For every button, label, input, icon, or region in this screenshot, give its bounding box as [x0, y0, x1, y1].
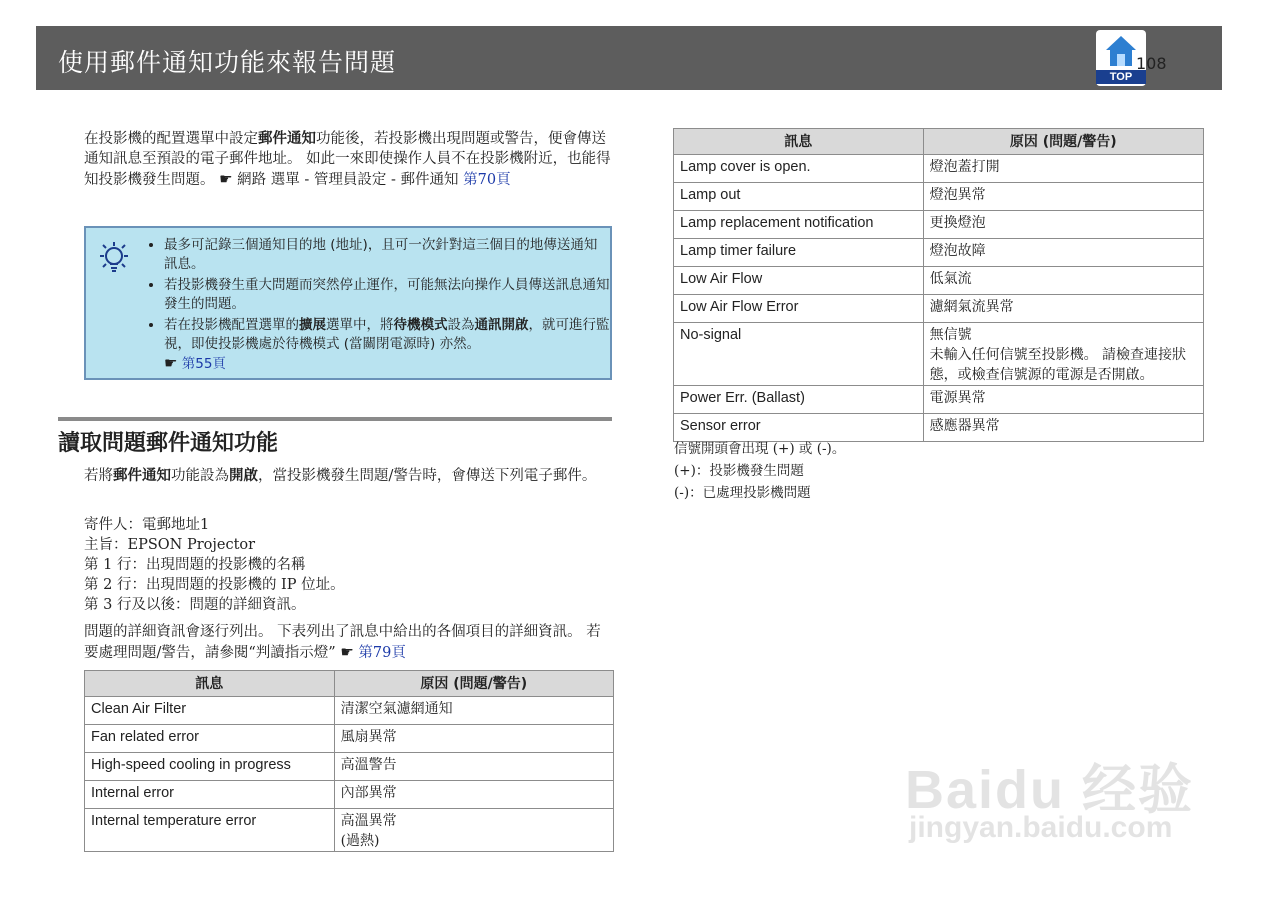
cause-cell: 風扇異常 — [334, 725, 613, 753]
cause-cell: 無信號 未輸入任何信號至投影機。 請檢查連接狀態，或檢查信號源的電源是否開啟。 — [923, 323, 1203, 386]
table-row — [85, 725, 614, 753]
cause-cell: 清潔空氣濾網通知 — [334, 697, 613, 725]
table-row — [674, 211, 1204, 239]
message-cell: Clean Air Filter — [85, 697, 335, 725]
message-cell: Fan related error — [85, 725, 335, 753]
pointer-icon: ☛ — [164, 354, 178, 372]
header-message: 訊息 — [85, 671, 335, 697]
cause-cell: 燈泡異常 — [923, 183, 1203, 211]
message-cell: Lamp cover is open. — [674, 155, 924, 183]
message-cell: Sensor error — [674, 414, 924, 442]
header-cause: 原因 (問題/警告) — [923, 129, 1203, 155]
message-cell: Lamp timer failure — [674, 239, 924, 267]
section-text: 若將 — [84, 468, 113, 484]
note-text: 若在投影機配置選單的 — [164, 317, 299, 333]
section-text: ，當投影機發生問題/警告時，會傳送下列電子郵件。 — [258, 468, 597, 484]
watermark-main: Baidu 经验 — [905, 760, 1195, 820]
section-bold-on: 開啟 — [229, 468, 258, 484]
note-bold-standby-mode: 待機模式 — [393, 317, 448, 333]
note-bold-comm-on: 通訊開啟 — [474, 317, 529, 333]
note-item: • 若投影機發生重大問題而突然停止運作，可能無法向操作人員傳送訊息通知發生的問題。 — [164, 276, 610, 314]
intro-text-2: 功能後，若投影機出現問題或警告，便會傳送通知訊息至預設的電子郵件地址。 如此一來即使操作人員不在投影機附近，也能得知投影機發生問題。 — [84, 131, 611, 188]
baidu-watermark — [905, 735, 1205, 860]
cause-cell: 高溫異常 (過熱) — [334, 809, 613, 852]
section-paragraph-1 — [84, 466, 614, 486]
table-row — [674, 295, 1204, 323]
message-cell: Lamp out — [674, 183, 924, 211]
message-cell: Low Air Flow — [674, 267, 924, 295]
header-cause: 原因 (問題/警告) — [334, 671, 613, 697]
legend-line: 信號開頭會出現 (+) 或 (-)。 — [674, 441, 846, 457]
email-line: 第 2 行：出現問題的投影機的 IP 位址。 — [84, 577, 345, 593]
watermark-url: jingyan.baidu.com — [909, 811, 1173, 844]
page-number: 108 — [1136, 54, 1167, 73]
home-icon — [1104, 34, 1138, 68]
table-row — [85, 781, 614, 809]
message-table-left — [84, 670, 614, 852]
intro-menu-path: 網路 選單 - 管理員設定 - 郵件通知 — [232, 172, 464, 188]
link-page-55[interactable]: 第55頁 — [181, 356, 226, 372]
cause-cell: 濾網氣流異常 — [923, 295, 1203, 323]
table-row — [674, 386, 1204, 414]
email-line: 主旨：EPSON Projector — [84, 537, 256, 553]
message-cell: Lamp replacement notification — [674, 211, 924, 239]
cause-cell: 高溫警告 — [334, 753, 613, 781]
note-list — [146, 236, 610, 376]
message-cell: Internal temperature error — [85, 809, 335, 852]
email-format-lines — [84, 515, 614, 615]
cause-cell: 感應器異常 — [923, 414, 1203, 442]
section-divider — [58, 417, 612, 421]
link-page-70[interactable]: 第70頁 — [463, 172, 511, 188]
note-item — [164, 316, 610, 374]
pointer-icon: ☛ — [340, 643, 354, 661]
message-table-right — [673, 128, 1204, 442]
link-page-79[interactable]: 第79頁 — [358, 645, 406, 661]
message-cell: High-speed cooling in progress — [85, 753, 335, 781]
email-line: 寄件人：電郵地址1 — [84, 517, 210, 533]
message-cell: Power Err. (Ballast) — [674, 386, 924, 414]
email-line: 第 3 行及以後：問題的詳細資訊。 — [84, 597, 306, 613]
email-line: 第 1 行：出現問題的投影機的名稱 — [84, 557, 306, 573]
cause-cell: 更換燈泡 — [923, 211, 1203, 239]
table-row — [85, 697, 614, 725]
cause-cell: 低氣流 — [923, 267, 1203, 295]
section-text: 功能設為 — [171, 468, 229, 484]
note-bold-extended: 擴展 — [299, 317, 326, 333]
table-row — [674, 155, 1204, 183]
intro-paragraph — [84, 129, 614, 190]
page-header — [36, 26, 1222, 90]
legend-line: (-)：已處理投影機問題 — [674, 485, 811, 501]
top-label: TOP — [1096, 70, 1146, 84]
section-title: 讀取問題郵件通知功能 — [58, 431, 279, 456]
table-row — [674, 323, 1204, 386]
table-row — [85, 809, 614, 852]
header-message: 訊息 — [674, 129, 924, 155]
table-row — [674, 239, 1204, 267]
table-row — [674, 267, 1204, 295]
page-title: 使用郵件通知功能來報告問題 — [58, 48, 397, 77]
lightbulb-icon — [94, 238, 134, 278]
note-box — [84, 226, 612, 380]
table-row — [85, 753, 614, 781]
section-text: 問題的詳細資訊會逐行列出。 下表列出了訊息中給出的各個項目的詳細資訊。 若要處理問題/警告，請參閱“判讀指示燈” — [84, 624, 601, 661]
legend-line: (+)：投影機發生問題 — [674, 463, 804, 479]
note-text: 選單中，將 — [326, 317, 394, 333]
note-item: • 最多可記錄三個通知目的地 (地址)，且可一次針對這三個目的地傳送通知訊息。 — [164, 236, 610, 274]
table-row — [674, 183, 1204, 211]
intro-text-1: 在投影機的配置選單中設定 — [84, 131, 258, 147]
section-bold-mail-notification: 郵件通知 — [113, 468, 171, 484]
note-text: 設為 — [447, 317, 475, 333]
cause-cell: 內部異常 — [334, 781, 613, 809]
section-paragraph-3 — [84, 622, 614, 663]
note-text: ，就可進行監視，即使投影機處於待機模式 (當關閉電源時) 亦然。 — [164, 317, 610, 352]
message-cell: Internal error — [85, 781, 335, 809]
message-cell: No-signal — [674, 323, 924, 386]
cause-cell: 燈泡故障 — [923, 239, 1203, 267]
pointer-icon: ☛ — [219, 170, 233, 188]
cause-cell: 燈泡蓋打開 — [923, 155, 1203, 183]
message-cell: Low Air Flow Error — [674, 295, 924, 323]
intro-bold-mail-notification: 郵件通知 — [258, 131, 316, 147]
cause-cell: 電源異常 — [923, 386, 1203, 414]
